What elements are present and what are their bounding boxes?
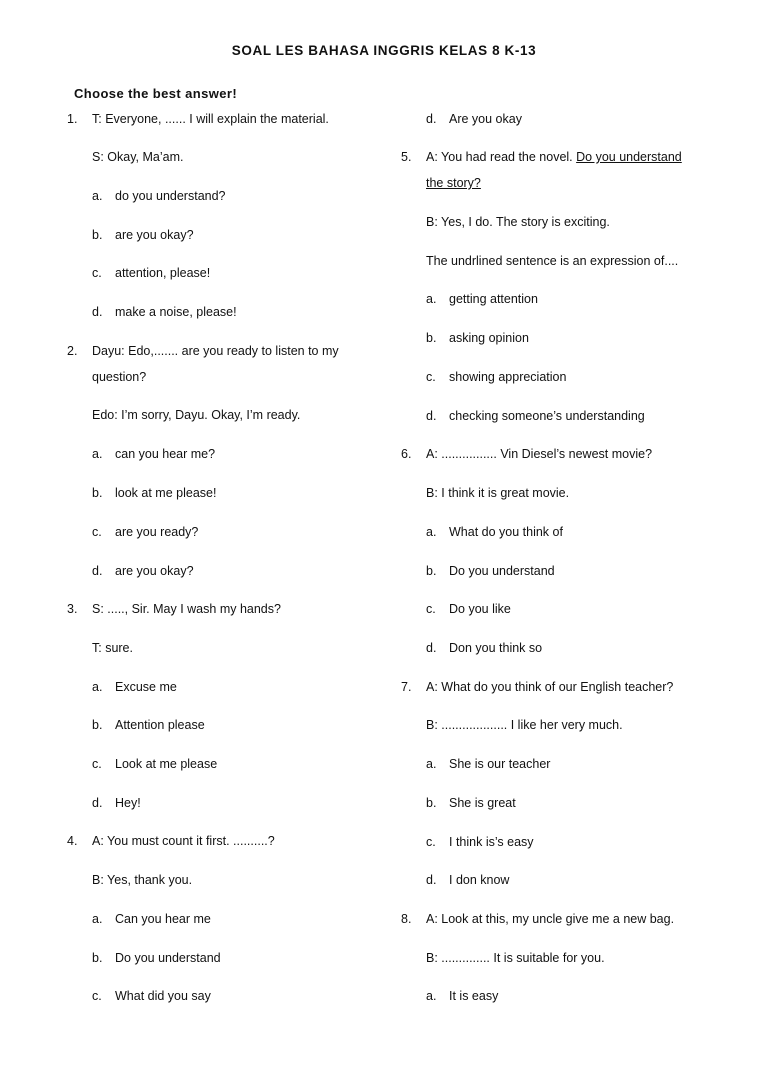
option-letter: b. <box>92 951 103 965</box>
question-line: B: I think it is great movie. <box>426 486 570 500</box>
instruction: Choose the best answer! <box>74 86 238 101</box>
option-text: showing appreciation <box>449 370 567 384</box>
option-text: Do you like <box>449 602 511 616</box>
option-letter: c. <box>92 525 102 539</box>
option-text: Do you understand <box>449 564 555 578</box>
question-line: Edo: I’m sorry, Dayu. Okay, I’m ready. <box>92 408 301 422</box>
option-letter: a. <box>92 912 103 926</box>
option-letter: d. <box>426 873 437 887</box>
question-line: B: Yes, I do. The story is exciting. <box>426 215 610 229</box>
question-line: A: What do you think of our English teacher? <box>426 680 674 694</box>
option-letter: d. <box>426 112 437 126</box>
page-title: SOAL LES BAHASA INGGRIS KELAS 8 K-13 <box>231 43 537 58</box>
option-letter: c. <box>426 835 436 849</box>
question-number: 2. <box>67 344 78 358</box>
option-text: getting attention <box>449 292 538 306</box>
question-line-plain: A: You had read the novel. <box>426 150 577 164</box>
question-line: question? <box>92 370 147 384</box>
option-letter: d. <box>92 796 103 810</box>
question-number: 1. <box>67 112 78 126</box>
option-text: Do you understand <box>115 951 221 965</box>
option-letter: d. <box>92 564 103 578</box>
question-line: A: You must count it first. ..........? <box>92 834 275 848</box>
option-text: I think is’s easy <box>449 835 534 849</box>
option-text: checking someone’s understanding <box>449 409 645 423</box>
option-text: do you understand? <box>115 189 226 203</box>
question-line: B: ................... I like her very much. <box>426 718 623 732</box>
option-letter: d. <box>426 641 437 655</box>
question-line: The undrlined sentence is an expression of.... <box>426 254 679 268</box>
question-line: S: Okay, Ma’am. <box>92 150 184 164</box>
option-letter: b. <box>426 796 437 810</box>
option-text: asking opinion <box>449 331 529 345</box>
option-text: are you okay? <box>115 564 194 578</box>
option-text: are you okay? <box>115 228 194 242</box>
option-letter: c. <box>92 989 102 1003</box>
option-letter: b. <box>92 718 103 732</box>
option-text: Excuse me <box>115 680 177 694</box>
option-text: look at me please! <box>115 486 217 500</box>
option-letter: b. <box>92 486 103 500</box>
option-letter: a. <box>92 680 103 694</box>
option-text: She is great <box>449 796 516 810</box>
option-text: Can you hear me <box>115 912 211 926</box>
option-text: make a noise, please! <box>115 305 237 319</box>
option-letter: c. <box>426 370 436 384</box>
question-line: T: Everyone, ...... I will explain the material. <box>92 112 329 126</box>
option-letter: d. <box>426 409 437 423</box>
question-line: T: sure. <box>92 641 133 655</box>
option-text: She is our teacher <box>449 757 551 771</box>
question-number: 5. <box>401 150 412 164</box>
question-number: 3. <box>67 602 78 616</box>
question-number: 4. <box>67 834 78 848</box>
underlined-expression: the story? <box>426 176 481 190</box>
option-letter: c. <box>92 266 102 280</box>
underlined-expression: Do you understand <box>576 150 682 164</box>
option-text: Hey! <box>115 796 141 810</box>
option-letter: d. <box>92 305 103 319</box>
option-text: What did you say <box>115 989 211 1003</box>
option-text: are you ready? <box>115 525 199 539</box>
question-line: B: .............. It is suitable for you. <box>426 951 605 965</box>
question-line: B: Yes, thank you. <box>92 873 193 887</box>
option-letter: a. <box>426 757 437 771</box>
option-letter: a. <box>92 447 103 461</box>
option-text: attention, please! <box>115 266 211 280</box>
option-letter: a. <box>426 989 437 1003</box>
option-letter: a. <box>92 189 103 203</box>
option-letter: c. <box>92 757 102 771</box>
question-number: 6. <box>401 447 412 461</box>
question-number: 8. <box>401 912 412 926</box>
question-line: A: Look at this, my uncle give me a new bag. <box>426 912 675 926</box>
question-line <box>426 149 682 165</box>
option-text: Are you okay <box>449 112 522 126</box>
option-text: What do you think of <box>449 525 563 539</box>
option-letter: a. <box>426 525 437 539</box>
option-letter: a. <box>426 292 437 306</box>
option-text: Don you think so <box>449 641 543 655</box>
question-line: Dayu: Edo,....... are you ready to listen to my <box>92 344 339 358</box>
option-letter: b. <box>92 228 103 242</box>
option-text: I don know <box>449 873 510 887</box>
question-line: S: ....., Sir. May I wash my hands? <box>92 602 281 616</box>
option-text: can you hear me? <box>115 447 216 461</box>
option-text: It is easy <box>449 989 499 1003</box>
option-letter: b. <box>426 564 437 578</box>
option-letter: b. <box>426 331 437 345</box>
option-text: Look at me please <box>115 757 218 771</box>
question-line: A: ................ Vin Diesel’s newest movie? <box>426 447 653 461</box>
question-number: 7. <box>401 680 412 694</box>
option-text: Attention please <box>115 718 205 732</box>
option-letter: c. <box>426 602 436 616</box>
